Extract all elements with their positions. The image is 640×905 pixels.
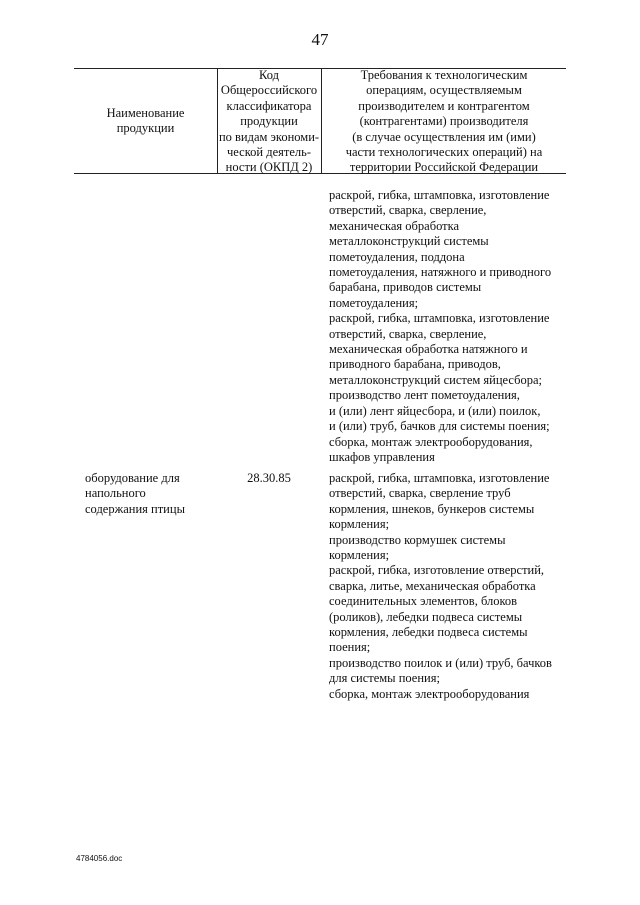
requirement-line: соединительных элементов, блоков [329,594,518,609]
requirement-line: металлоконструкций системы [329,234,489,249]
requirement-line: раскрой, гибка, изготовление отверстий, [329,563,545,578]
header-requirements: Требования к технологическим операциям, осуществляемым производителем и контрагентом (контрагентами) производителя (в случае осуществления им (ими) части технологических операций) на территории Российской Федерации [345,68,543,175]
header-okpd-code: Код Общероссийского классификатора продукции по видам экономи- ческой деятель- ности (ОКПД 2) [218,68,320,175]
requirement-line: механическая обработка [329,218,460,233]
requirement-line: производство кормушек системы [329,532,506,547]
requirement-line: шкафов управления [329,449,435,464]
requirement-line: металлоконструкций систем яйцесбора; [329,372,543,387]
requirement-line: сборка, монтаж электрооборудования [329,686,530,701]
requirement-line: производство лент пометоудаления, [329,388,520,403]
requirement-line: механическая обработка натяжного и [329,342,528,357]
requirement-line: отверстий, сварка, сверление, [329,326,487,341]
requirement-line: кормления; [329,517,390,532]
row-requirements [329,471,552,702]
document-filename: 4784056.doc [76,854,123,863]
requirement-line: кормления, шнеков, бункеров системы [329,501,535,516]
requirement-line: производство поилок и (или) труб, бачков [329,655,552,670]
requirement-line: (роликов), лебедки подвеса системы [329,609,523,624]
requirement-line: приводного барабана, приводов, [329,357,501,372]
header-product-name: Наименование продукции [106,106,185,136]
requirement-line: раскрой, гибка, штамповка, изготовление [329,471,550,485]
requirement-line: отверстий, сварка, сверление труб [329,486,511,501]
requirement-line: поения; [329,640,371,655]
requirement-line: и (или) труб, бачков для системы поения; [329,419,550,434]
requirement-line: кормления; [329,548,390,563]
requirement-line: барабана, приводов системы [329,280,482,295]
row-product-name: оборудование для напольного содержания птицы [85,471,185,516]
page-number: 47 [311,30,329,49]
requirement-line: пометоудаления, поддона [329,249,465,264]
requirement-line: и (или) лент яйцесбора, и (или) поилок, [329,403,541,418]
row-okpd-code: 28.30.85 [247,471,291,485]
requirement-line: сварка, литье, механическая обработка [329,578,536,593]
requirement-line: раскрой, гибка, штамповка, изготовление [329,311,550,326]
requirement-line: раскрой, гибка, штамповка, изготовление [329,188,550,202]
requirement-line: кормления, лебедки подвеса системы [329,625,528,640]
requirement-line: для системы поения; [329,671,440,686]
continuation-requirements [329,188,551,465]
requirement-line: сборка, монтаж электрооборудования, [329,434,533,449]
requirement-line: пометоудаления; [329,295,419,310]
requirement-line: пометоудаления, натяжного и приводного [329,265,552,280]
requirement-line: отверстий, сварка, сверление, [329,203,487,218]
